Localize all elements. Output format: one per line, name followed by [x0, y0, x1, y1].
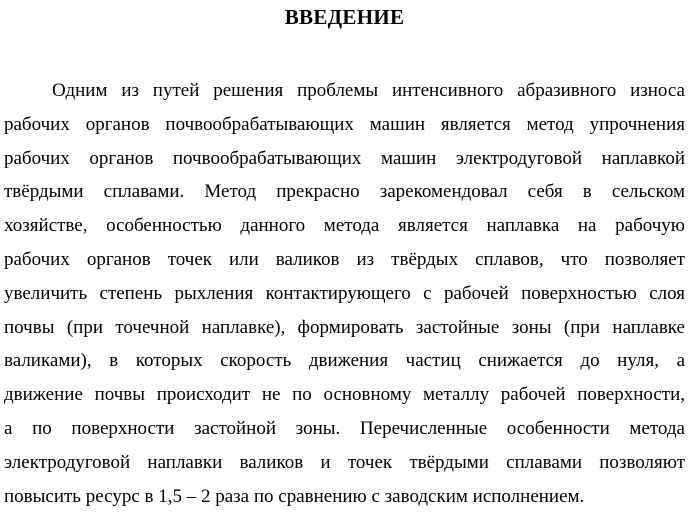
paragraph-line: почвы (при точечной наплавке), формировать застойные зоны (при наплавке: [4, 316, 685, 338]
paragraph-line: увеличить степень рыхления контактирующего с рабочей поверхностью слоя: [4, 282, 685, 304]
paragraph-line: движение почвы происходит не по основному металлу рабочей поверхности,: [4, 384, 685, 406]
paragraph-line: валиками), в которых скорость движения частиц снижается до нуля, а: [4, 350, 685, 372]
paragraph-line: Одним из путей решения проблемы интенсивного абразивного износа: [52, 80, 685, 101]
paragraph-line: рабочих органов точек или валиков из твёрдых сплавов, что позволяет: [4, 248, 685, 270]
paragraph-line: рабочих органов почвообрабатывающих машин электродуговой наплавкой: [4, 147, 685, 169]
paragraph-line: хозяйстве, особенностью данного метода является наплавка на рабочую: [4, 215, 685, 237]
paragraph-line: твёрдыми сплавами. Метод прекрасно зарекомендовал себя в сельском: [4, 181, 685, 203]
section-title: ВВЕДЕНИЕ: [284, 5, 405, 29]
paragraph-line: повысить ресурс в 1,5 – 2 раза по сравнению с заводским исполнением.: [4, 485, 585, 507]
paragraph-line: а по поверхности застойной зоны. Перечисленные особенности метода: [4, 417, 685, 439]
paragraph-line: рабочих органов почвообрабатывающих машин является метод упрочнения: [4, 113, 685, 135]
paragraph-line: электродуговой наплавки валиков и точек твёрдыми сплавами позволяют: [4, 451, 685, 473]
intro-paragraph: [0, 74, 689, 513]
